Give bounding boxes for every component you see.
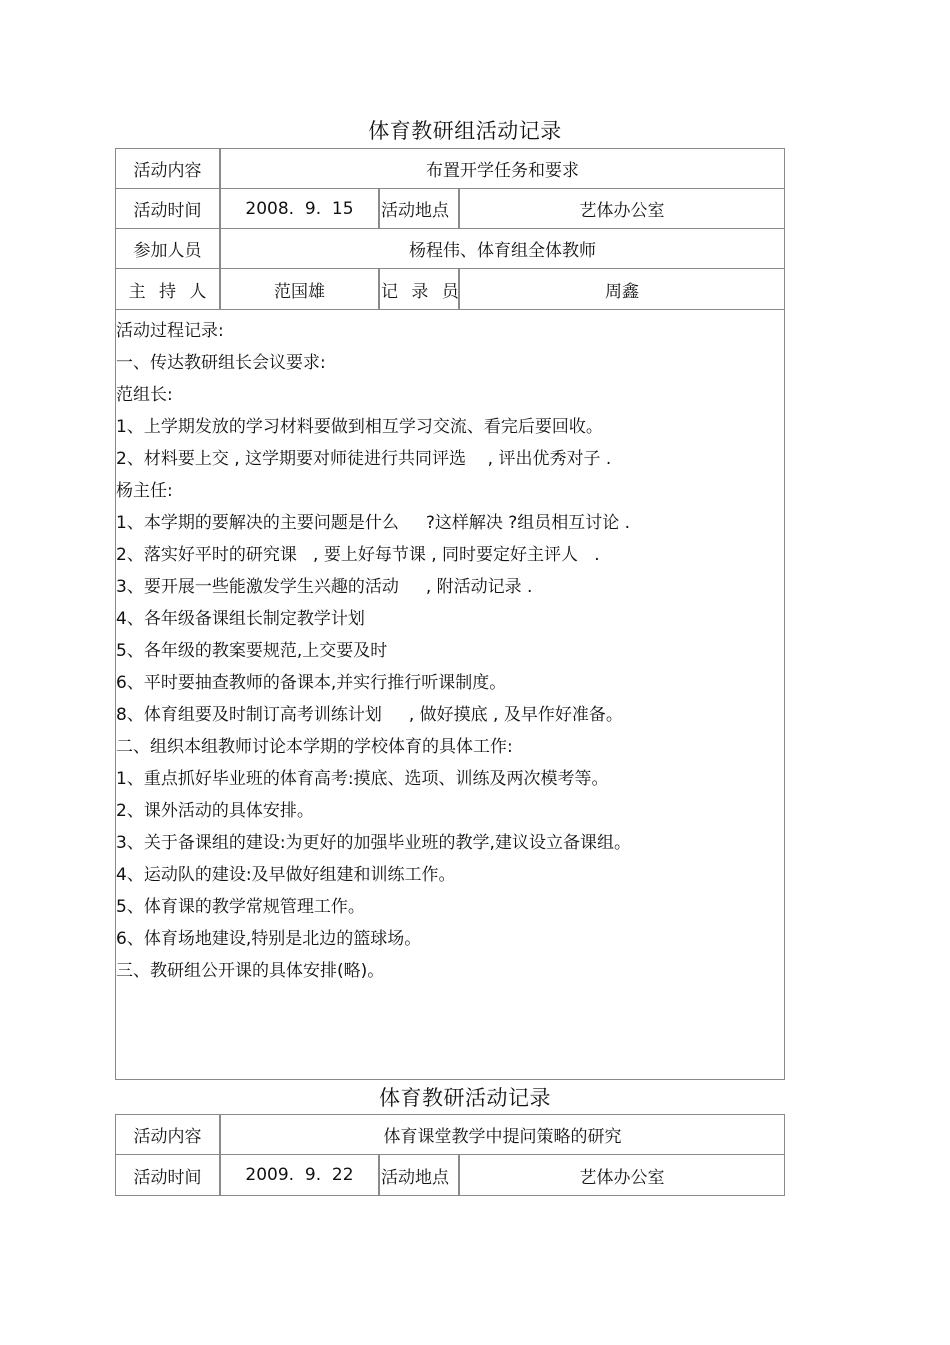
place-value: 艺体办公室 (458, 189, 784, 228)
participants-row (116, 229, 784, 269)
process-line: 8、体育组要及时制订高考训练计划 , 做好摸底 , 及早作好准备。 (116, 705, 623, 725)
host-label: 主 持 人 (128, 281, 207, 302)
time-label: 活动时间 (133, 1167, 202, 1188)
time-value: 2009. 9. 22 (219, 1155, 378, 1195)
host-value: 范国雄 (219, 269, 378, 309)
process-line: 范组长: (116, 385, 173, 405)
process-line: 2、课外活动的具体安排。 (116, 801, 314, 821)
process-line: 5、各年级的教案要规范,上交要及时 (116, 641, 388, 661)
process-line: 5、体育课的教学常规管理工作。 (116, 897, 365, 917)
record2-title: 体育教研活动记录 (379, 1086, 551, 1110)
participants-label: 参加人员 (133, 241, 202, 261)
time-label: 活动时间 (133, 201, 202, 221)
process-line: 4、各年级备课组长制定教学计划 (116, 609, 365, 629)
record1-table (115, 148, 785, 1080)
record2-table (115, 1114, 785, 1196)
process-line: 三、教研组公开课的具体安排(略)。 (116, 961, 385, 981)
process-line: 6、体育场地建设,特别是北边的篮球场。 (116, 929, 422, 949)
host-recorder-row (116, 269, 784, 309)
process-line: 2、材料要上交 , 这学期要对师徒进行共同评选 , 评出优秀对子 . (116, 449, 612, 469)
process-line: 2、落实好平时的研究课 , 要上好每节课 , 同时要定好主评人 . (116, 545, 600, 565)
process-line: 1、重点抓好毕业班的体育高考:摸底、选项、训练及两次模考等。 (116, 769, 609, 789)
process-line: 1、上学期发放的学习材料要做到相互学习交流、看完后要回收。 (116, 417, 603, 437)
recorder-value: 周鑫 (458, 269, 784, 309)
process-line: 一、传达教研组长会议要求: (116, 353, 326, 373)
record1-title: 体育教研组活动记录 (368, 119, 562, 143)
time-place-row (116, 1155, 784, 1195)
content-label: 活动内容 (133, 1127, 202, 1147)
content-row (116, 149, 784, 189)
time-place-row (116, 189, 784, 229)
place-value: 艺体办公室 (458, 1155, 784, 1195)
content-row (116, 1115, 784, 1155)
process-line: 二、组织本组教师讨论本学期的学校体育的具体工作: (116, 737, 513, 757)
content-value: 体育课堂教学中提问策略的研究 (219, 1115, 784, 1154)
process-line: 6、平时要抽查教师的备课本,并实行推行听课制度。 (116, 673, 507, 693)
process-line: 4、运动队的建设:及早做好组建和训练工作。 (116, 865, 456, 885)
process-line: 1、本学期的要解决的主要问题是什么 ?这样解决 ?组员相互讨论 . (116, 513, 631, 533)
process-line: 杨主任: (116, 481, 173, 501)
process-line: 活动过程记录: (116, 321, 224, 341)
recorder-label: 记 录 员 (378, 269, 458, 309)
process-line: 3、关于备课组的建设:为更好的加强毕业班的教学,建议设立备课组。 (116, 833, 631, 853)
place-label: 活动地点 (378, 1155, 458, 1195)
process-line: 3、要开展一些能激发学生兴趣的活动 , 附活动记录 . (116, 577, 533, 597)
participants-value: 杨程伟、体育组全体教师 (219, 229, 784, 268)
content-label: 活动内容 (133, 161, 202, 181)
place-label: 活动地点 (378, 189, 458, 228)
time-value: 2008. 9. 15 (219, 189, 378, 228)
process-record (116, 309, 784, 1079)
content-value: 布置开学任务和要求 (219, 149, 784, 188)
